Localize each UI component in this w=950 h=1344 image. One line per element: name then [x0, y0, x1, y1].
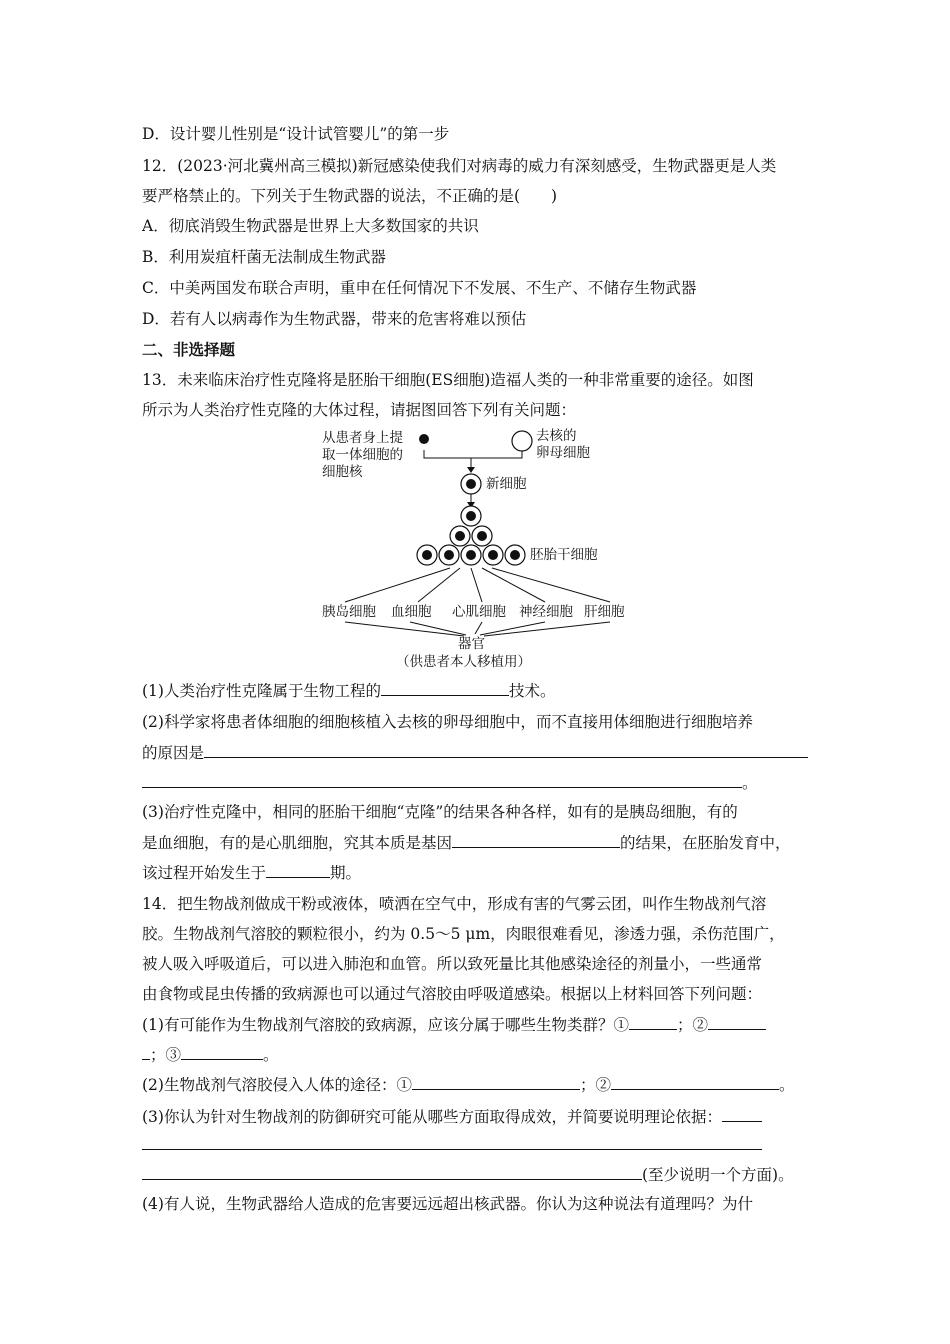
q14-part2-blank-2[interactable] — [611, 1074, 779, 1090]
q14-part1-sep-2: ；② — [676, 1016, 708, 1034]
differentiation-arrows — [345, 568, 610, 602]
q13-part2-lead: 的原因是 — [142, 744, 205, 762]
q14-part1-line1 — [142, 1014, 766, 1035]
q14-part3-blank-2[interactable] — [142, 1134, 762, 1150]
q14-stem-line4: 由食物或昆虫传播的致病源也可以通过气溶胶由呼吸道感染。根据以上材料回答下列问题： — [142, 985, 763, 1003]
q13-stem-line2: 所示为人类治疗性克隆的大体过程，请据图回答下列有关问题： — [142, 401, 577, 419]
q14-part1-line2 — [142, 1044, 279, 1065]
diagram-source-line3: 细胞核 — [322, 464, 363, 480]
embryo-cell — [417, 545, 437, 565]
diagram-stem-cells-label: 胚胎干细胞 — [530, 547, 598, 563]
q14-part2-end: 。 — [778, 1076, 795, 1094]
q13-part3-blank-gene[interactable] — [452, 832, 620, 848]
new-cell-nucleus — [466, 479, 476, 489]
q14-part1-blank-2-cont[interactable] — [142, 1044, 150, 1060]
q14-part1-blank-3[interactable] — [181, 1044, 263, 1060]
diagram-new-cell-label: 新细胞 — [486, 476, 527, 492]
embryo-cell — [450, 526, 470, 546]
diagram-cell-type-nerve: 神经细胞 — [519, 604, 573, 620]
q14-stem-line1: 14．把生物战剂做成干粉或液体，喷洒在空气中，形成有害的气雾云团，叫作生物战剂气溶 — [142, 895, 767, 913]
q14-part3-text: (3)你认为针对生物战剂的防御研究可能从哪些方面取得成效，并简要说明理论依据： — [142, 1108, 722, 1126]
q12-option-d: D．若有人以病毒作为生物武器，带来的危害将难以预估 — [142, 310, 527, 328]
diagram-organ-label: 器官 — [458, 636, 485, 652]
q13-part3-line1: (3)治疗性克隆中，相同的胚胎干细胞“克隆”的结果各种各样，如有的是胰岛细胞，有的 — [142, 803, 738, 821]
q14-part3-line2 — [142, 1134, 762, 1155]
merge-bracket — [424, 450, 522, 458]
nucleus-dot — [419, 434, 429, 444]
q13-part1 — [142, 680, 555, 701]
merge-arrowhead — [467, 467, 475, 473]
q12-option-b: B．利用炭疽杆菌无法制成生物武器 — [142, 248, 386, 266]
q13-part2-line1: (2)科学家将患者体细胞的细胞核植入去核的卵母细胞中，而不直接用体细胞进行细胞培养 — [142, 713, 753, 731]
organ-arrows — [345, 622, 610, 636]
diagram-cell-type-blood: 血细胞 — [391, 604, 432, 620]
q14-part4-line1: (4)有人说，生物武器给人造成的危害要远远超出核武器。你认为这种说法有道理吗？为什 — [142, 1195, 753, 1213]
q12-stem-line1: 12．(2023·河北冀州高三模拟)新冠感染使我们对病毒的威力有深刻感受，生物武器更是人类 — [142, 157, 777, 175]
q13-part1-text: (1)人类治疗性克隆属于生物工程的 — [142, 682, 381, 700]
diagram-cell-type-cardiac: 心肌细胞 — [452, 604, 506, 620]
q13-part1-blank[interactable] — [381, 680, 509, 696]
q14-part2-text: (2)生物战剂气溶胶侵入人体的途径：① — [142, 1076, 412, 1094]
q11-option-d: D．设计婴儿性别是“设计试管婴儿”的第一步 — [142, 125, 450, 143]
q13-part3-text-2: 的结果，在胚胎发育中， — [620, 834, 791, 852]
cloning-diagram — [300, 420, 650, 680]
q13-part3-text: 是血细胞，有的是心肌细胞，究其本质是基因 — [142, 834, 453, 852]
q14-part3-end: (至少说明一个方面)。 — [642, 1166, 794, 1184]
q13-part2-blank-1[interactable] — [204, 742, 808, 758]
q14-stem-line2: 胶。生物战剂气溶胶的颗粒很小，约为 0.5～5 μm，肉眼很难看见，渗透力强，杀伤范围广， — [142, 925, 785, 943]
q13-part2-line3 — [142, 772, 758, 793]
q14-part1-end: 。 — [263, 1046, 279, 1064]
q13-part2-blank-2[interactable] — [142, 772, 742, 788]
q13-part1-text-end: 技术。 — [508, 682, 556, 700]
q14-part3-line1 — [142, 1106, 762, 1127]
embryo-cell — [461, 506, 481, 526]
embryo-cell — [461, 545, 481, 565]
enucleated-egg-cell — [512, 431, 532, 451]
q13-stem-line1: 13．未来临床治疗性克隆将是胚胎干细胞(ES细胞)造福人类的一种非常重要的途径。如图 — [142, 371, 754, 389]
diagram-source-line2: 取一体细胞的 — [322, 447, 403, 463]
embryo-cell-cluster — [417, 506, 525, 565]
diagram-egg-line2: 卵母细胞 — [536, 445, 590, 461]
embryo-cell — [439, 545, 459, 565]
q13-part3-line2 — [142, 832, 791, 853]
q14-part2 — [142, 1074, 795, 1095]
q14-part2-sep: ；② — [579, 1076, 611, 1094]
embryo-cell — [505, 545, 525, 565]
q13-part3-blank-stage[interactable] — [266, 862, 330, 878]
q13-part3-line3 — [142, 862, 361, 883]
q12-option-a: A．彻底消毁生物武器是世界上大多数国家的共识 — [142, 217, 479, 235]
embryo-cell — [483, 545, 503, 565]
q13-part3-text-4: 期。 — [330, 864, 362, 882]
embryo-cell — [472, 526, 492, 546]
q14-part1-blank-1[interactable] — [629, 1014, 677, 1030]
q14-part3-line3 — [142, 1164, 794, 1185]
q14-part3-blank-1[interactable] — [722, 1106, 762, 1122]
q12-option-c: C．中美两国发布联合声明，重申在任何情况下不发展、不生产、不储存生物武器 — [142, 279, 697, 297]
diagram-cell-type-islet: 胰岛细胞 — [322, 604, 376, 620]
diagram-source-line1: 从患者身上提 — [322, 430, 403, 446]
q12-stem-line2: 要严格禁止的。下列关于生物武器的说法，不正确的是( ) — [142, 187, 558, 205]
diagram-cell-type-liver: 肝细胞 — [584, 604, 625, 620]
q14-part1-sep-3: ；③ — [150, 1046, 182, 1064]
q14-part3-blank-3[interactable] — [142, 1164, 642, 1180]
q13-part2-end: 。 — [742, 774, 758, 792]
q14-part1-text: (1)有可能作为生物战剂气溶胶的致病源，应该分属于哪些生物类群？① — [142, 1016, 629, 1034]
q13-part3-text-3: 该过程开始发生于 — [142, 864, 267, 882]
diagram-organ-note: （供患者本人移植用） — [396, 654, 531, 670]
q14-stem-line3: 被人吸入呼吸道后，可以进入肺泡和血管。所以致死量比其他感染途径的剂量小，一些通常 — [142, 955, 763, 973]
q14-part1-blank-2[interactable] — [708, 1014, 766, 1030]
section-title: 二、非选择题 — [142, 340, 236, 359]
q14-part2-blank-1[interactable] — [412, 1074, 580, 1090]
diagram-egg-line1: 去核的 — [536, 428, 577, 444]
q13-part2-line2 — [142, 742, 808, 763]
